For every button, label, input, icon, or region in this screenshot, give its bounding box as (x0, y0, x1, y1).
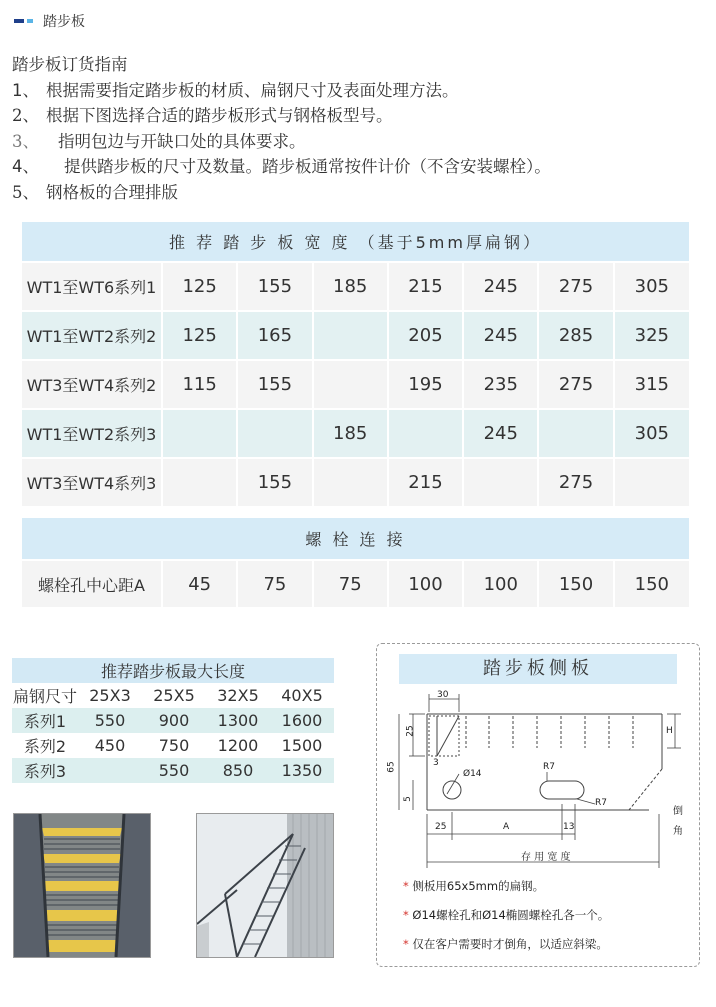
section-title: 踏步板 (43, 14, 85, 30)
guide-item-5: 5、 钢格板的合理排版 (12, 182, 178, 202)
bolt-table-title: 螺 栓 连 接 (22, 518, 689, 560)
dim-25-horizontal: 25 (435, 822, 447, 832)
dim-a: A (503, 822, 510, 832)
dim-chamfer: 倒 角 (673, 806, 683, 837)
dim-r7-top: R7 (543, 762, 555, 772)
diagram-note-1: * 侧板用65x5mm的扁钢。 (403, 879, 545, 893)
ordering-guide (12, 52, 702, 205)
table-row: WT3至WT4系列3 155 215 275 (22, 458, 689, 507)
guide-item-2: 2、 根据下图选择合适的踏步板形式与钢格板型号。 (12, 106, 393, 125)
diagram-note-2: * Ø14螺栓孔和Ø14椭圆螺栓孔各一个。 (403, 908, 610, 922)
dim-r7-bottom: R7 (595, 798, 607, 808)
guide-item-4: 4、 提供踏步板的尺寸及数量。踏步板通常按件计价（不含安装螺栓）。 (12, 157, 551, 176)
table-row: WT1至WT6系列1 125 155 185 215 245 275 305 (22, 262, 689, 311)
diagram-title: 踏步板侧板 (399, 654, 677, 684)
dim-65: 65 (386, 761, 397, 773)
diagram-note-3: * 仅在客户需要时才倒角，以适应斜梁。 (403, 937, 608, 951)
guide-item-1: 1、 根据需要指定踏步板的材质、扁钢尺寸及表面处理方法。 (12, 80, 459, 100)
dim-13: 13 (563, 822, 575, 832)
stair-tread-photo (13, 813, 151, 958)
table-row: WT1至WT2系列3 185 245 305 (22, 409, 689, 458)
dim-25-vertical: 25 (405, 725, 416, 737)
dim-width: 存 用 宽 度 (521, 852, 571, 863)
table-row: WT3至WT4系列2 115 155 195 235 275 315 (22, 360, 689, 409)
width-table (22, 222, 689, 508)
width-table-title: 推 荐 踏 步 板 宽 度 （基于5mm厚扁钢） (22, 222, 689, 262)
table-row: 系列1 550 900 1300 1600 (12, 708, 334, 733)
max-length-table (12, 658, 334, 783)
section-header (14, 10, 85, 32)
dim-30: 30 (437, 690, 449, 700)
dim-5: 5 (402, 796, 413, 802)
outdoor-stair-photo (196, 813, 334, 958)
dim-phi14: Ø14 (463, 769, 482, 779)
dim-h: H (666, 726, 673, 736)
bolt-table (22, 518, 689, 609)
max-length-title: 推荐踏步板最大长度 (12, 658, 334, 683)
star-icon: * (403, 879, 413, 893)
header-bar-accent-icon (27, 19, 33, 23)
guide-item-3: 3、 指明包边与开缺口处的具体要求。 (12, 131, 306, 151)
star-icon: * (403, 908, 413, 922)
header-bar-icon (14, 19, 24, 23)
side-plate-diagram (376, 643, 700, 967)
table-row: 螺栓孔中心距A 45 75 75 100 100 150 150 (22, 560, 689, 608)
table-row: 系列2 450 750 1200 1500 (12, 733, 334, 758)
dim-3: 3 (433, 758, 439, 768)
guide-title: 踏步板订货指南 (12, 55, 128, 74)
table-row: 系列3 550 850 1350 (12, 758, 334, 783)
star-icon: * (403, 937, 413, 951)
table-row: 扁钢尺寸 25X3 25X5 32X5 40X5 (12, 683, 334, 708)
table-row: WT1至WT2系列2 125 165 205 245 285 325 (22, 311, 689, 360)
